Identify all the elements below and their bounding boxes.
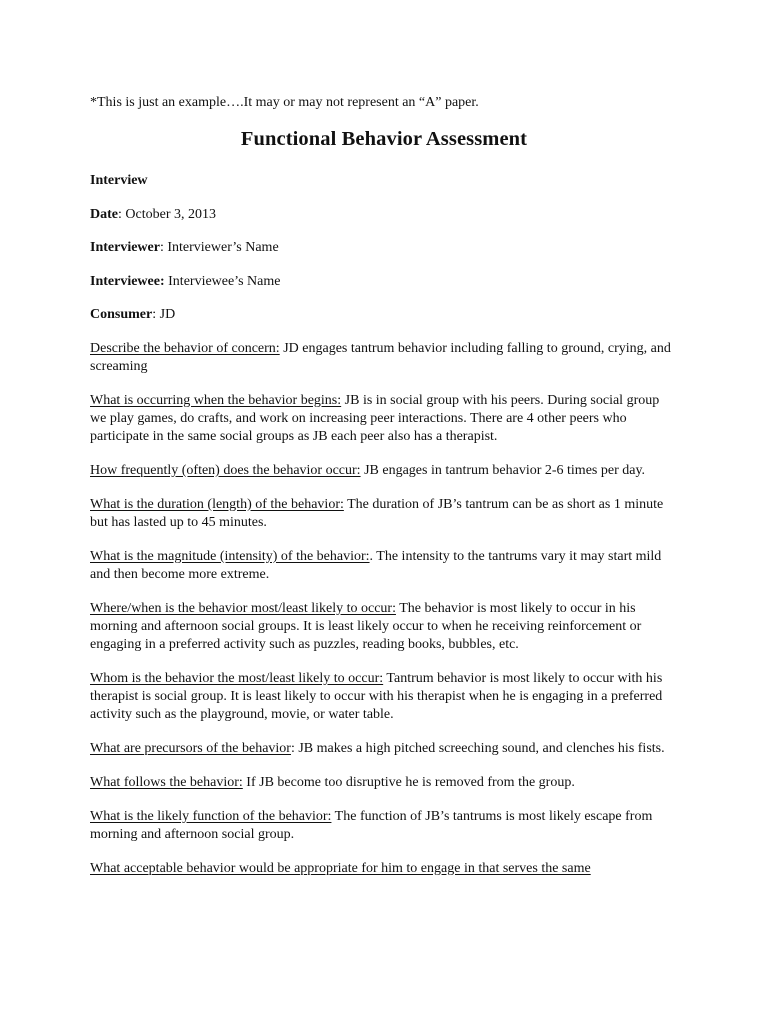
question: What is the magnitude (intensity) of the behavior: [90,548,370,564]
answer: Tantrum behavior is most likely to occur with his therapist is social group. It is least likely to occur with his therapist when he is engaging in a preferred activity such as the playground, movie, or water table. [90,670,663,722]
field-consumer [90,306,678,324]
field-value: : JD [152,307,176,322]
qa-item-occurring [90,392,678,446]
field-label: Consumer [90,307,153,322]
question: Whom is the behavior the most/least likely to occur: [90,670,384,686]
section-heading: Interview [90,173,148,188]
field-label: Interviewee: [90,273,165,289]
answer: The behavior is most likely to occur in his morning and afternoon social groups. It is least likely occur to when he receiving reinforcement or engaging in a preferred activity such as puzzles, reading books, bubbles, etc. [90,600,642,652]
field-interviewee [90,273,678,291]
qa-item-frequency [90,462,678,480]
field-interviewer [90,239,678,257]
question: What is the likely function of the behavior: [90,808,332,824]
qa-item-magnitude [90,548,678,584]
question: What are precursors of the behavior [90,740,291,756]
document-title: Functional Behavior Assessment [240,128,528,150]
field-label: Date [90,206,118,222]
qa-item-follows [90,774,678,792]
field-date [90,206,678,224]
question: What is occurring when the behavior begins: [90,392,342,408]
question: Where/when is the behavior most/least likely to occur: [90,600,396,616]
question: What is the duration (length) of the behavior: [90,496,344,512]
answer: JD engages tantrum behavior including falling to ground, crying, and screaming [90,340,671,374]
answer: The duration of JB’s tantrum can be as short as 1 minute but has lasted up to 45 minutes. [90,496,664,530]
qa-item-function [90,808,678,844]
answer: : JB makes a high pitched screeching sound, and clenches his fists. [290,740,665,756]
qa-item-precursors [90,740,678,758]
question: What acceptable behavior would be appropriate for him to engage in that serves the same [90,860,591,876]
answer: JB is in social group with his peers. During social group we play games, do crafts, and work on increasing peer interactions. There are 4 other peers who participate in the same social groups as JB each peer also has a therapist. [90,392,660,444]
answer: The function of JB’s tantrums is most likely escape from morning and afternoon social group. [90,808,653,842]
question: What follows the behavior: [90,774,243,790]
field-value: : Interviewer’s Name [159,240,279,255]
qa-item-acceptable-behavior [90,860,678,878]
qa-item-duration [90,496,678,532]
field-value: Interviewee’s Name [164,273,281,289]
answer: JB engages in tantrum behavior 2-6 times per day. [360,462,646,478]
field-label: Interviewer [90,240,160,255]
answer: If JB become too disruptive he is removed from the group. [242,774,575,790]
qa-item-where-when [90,600,678,654]
field-value: : October 3, 2013 [118,206,216,222]
question: Describe the behavior of concern: [90,340,280,356]
qa-item-whom [90,670,678,724]
answer: . The intensity to the tantrums vary it may start mild and then become more extreme. [90,548,662,582]
question: How frequently (often) does the behavior occur: [90,462,361,478]
example-note: *This is just an example….It may or may not represent an “A” paper. [90,95,479,110]
qa-item-behavior-concern [90,340,678,376]
